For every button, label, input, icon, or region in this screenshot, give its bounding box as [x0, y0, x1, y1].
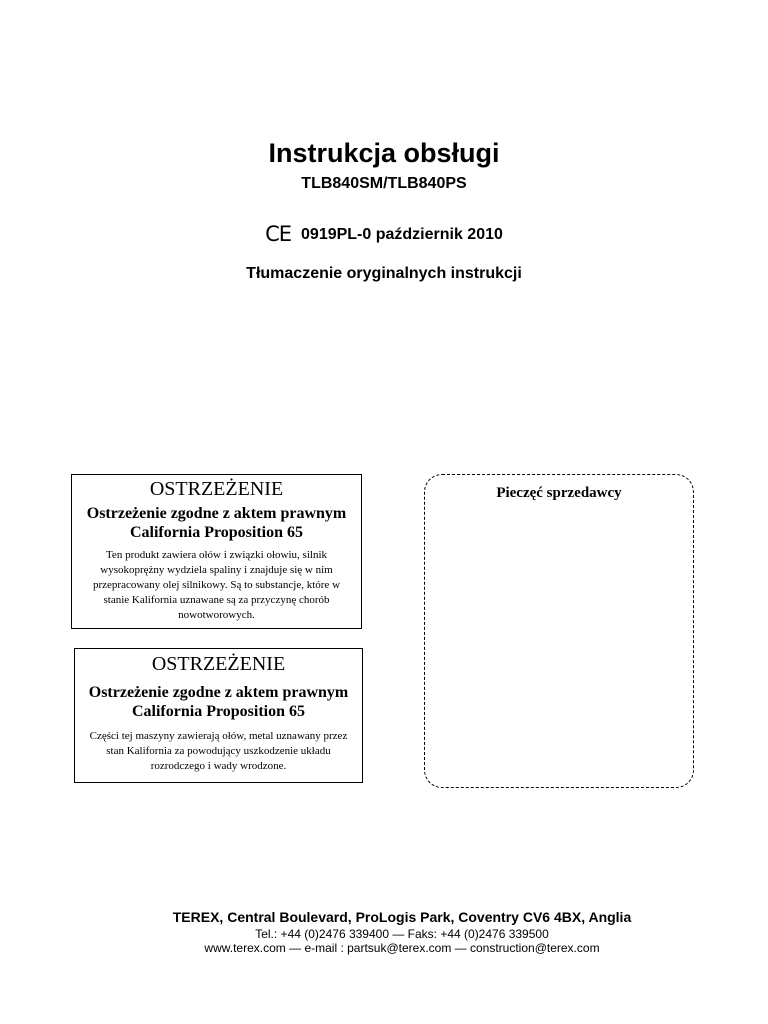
warning-body: Ten produkt zawiera ołów i związki ołowiu, silnik wysokoprężny wydziela spaliny i znajduje się w nim przepracowany olej silnikowy. Są to substancje, które w stanie Kalifornia uznawane są za przyczynę chorób nowotworowych.	[92, 549, 341, 621]
dealer-stamp-label: Pieczęć sprzedawcy	[496, 485, 622, 501]
warning-subheading: Ostrzeżenie zgodne z aktem prawnym California Proposition 65	[88, 684, 349, 720]
warning-subheading: Ostrzeżenie zgodne z aktem prawnym California Proposition 65	[86, 505, 347, 541]
document-code-row	[0, 222, 768, 246]
page-title: Instrukcja obsługi	[268, 138, 500, 168]
warning-box-cancer	[71, 474, 362, 629]
footer-company-address: TEREX, Central Boulevard, ProLogis Park, Coventry CV6 4BX, Anglia	[172, 909, 632, 925]
translation-note: Tłumaczenie oryginalnych instrukcji	[246, 265, 522, 282]
ce-mark-icon: CE	[265, 222, 292, 246]
footer-web-email: www.terex.com — e-mail : partsuk@terex.com — construction@terex.com	[204, 941, 600, 955]
warning-body: Części tej maszyny zawierają ołów, metal uznawany przez stan Kalifornia za powodujący uszkodzenie układu rozrodczego i wady wrodzone.	[89, 730, 348, 772]
model-number: TLB840SM/TLB840PS	[301, 175, 467, 192]
warning-box-reproductive	[74, 648, 363, 783]
warning-heading: OSTRZEŻENIE	[151, 653, 286, 675]
warning-heading: OSTRZEŻENIE	[149, 478, 284, 500]
footer-phone: Tel.: +44 (0)2476 339400 — Faks: +44 (0)2476 339500	[255, 927, 549, 941]
dealer-stamp-box	[424, 474, 694, 788]
document-code: 0919PL-0 październik 2010	[301, 226, 503, 243]
